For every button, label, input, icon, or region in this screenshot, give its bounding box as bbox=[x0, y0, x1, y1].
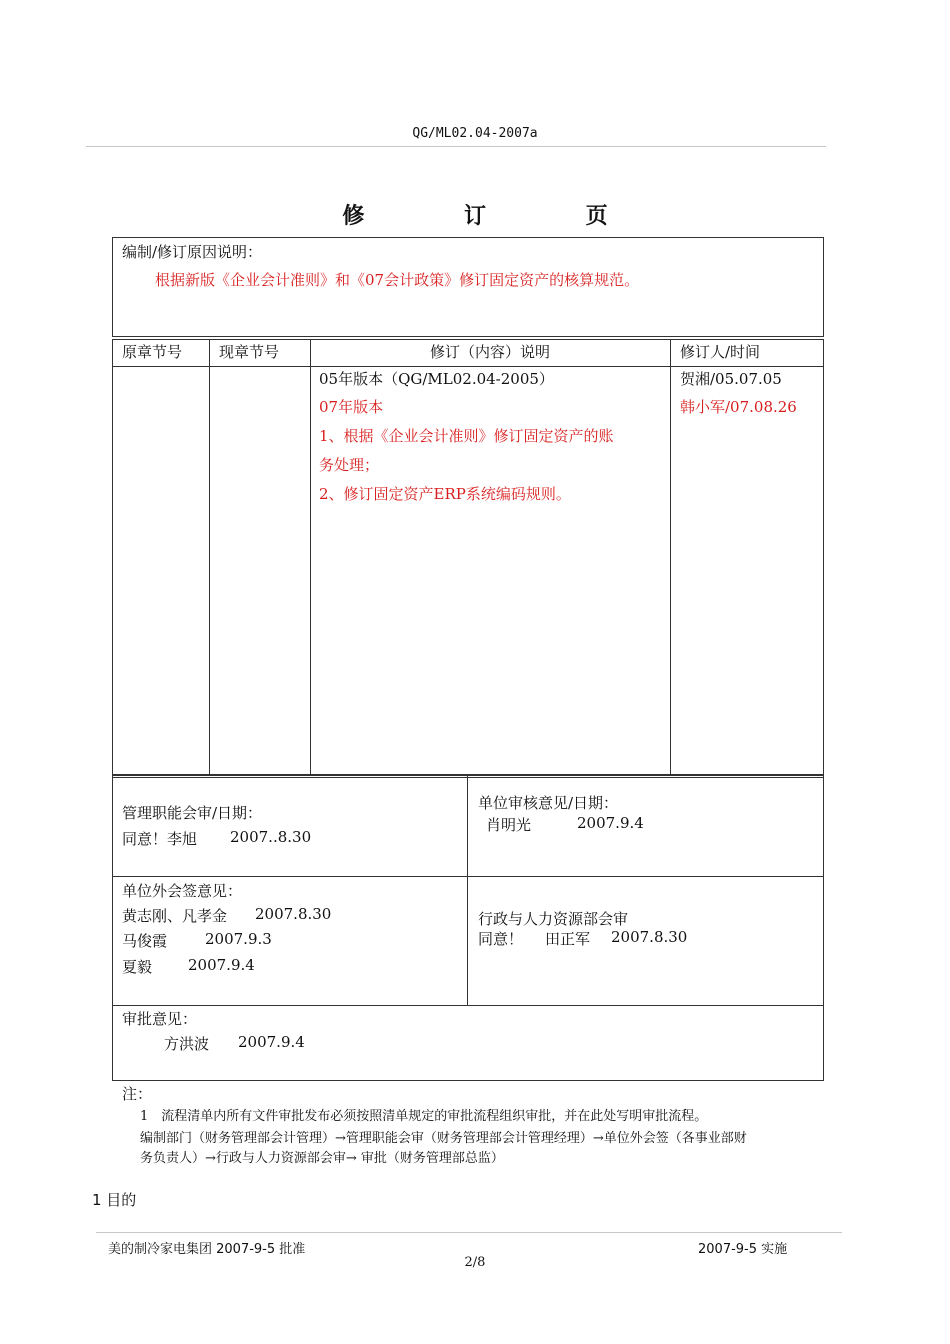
page-number: 2/8 bbox=[464, 1255, 486, 1270]
col-divider-3 bbox=[670, 339, 671, 775]
col-header-current: 现章节号 bbox=[219, 343, 280, 361]
outside-sign-name-1: 黄志刚、凡孝金 bbox=[122, 907, 228, 925]
footer-rule bbox=[96, 1232, 842, 1233]
page-title: 修 订 页 bbox=[342, 204, 654, 229]
approval-rule-2 bbox=[112, 876, 824, 877]
col-divider-2 bbox=[310, 339, 311, 775]
hr-review-label: 行政与人力资源部会审 bbox=[478, 910, 629, 928]
outside-sign-label: 单位外会签意见： bbox=[122, 882, 243, 900]
outside-sign-name-3: 夏毅 bbox=[122, 958, 153, 976]
section-heading: 1 目的 bbox=[92, 1191, 137, 1209]
content-line-4: 务处理； bbox=[319, 456, 380, 474]
outside-sign-date-2: 2007.9.3 bbox=[205, 930, 272, 948]
content-line-2: 07年版本 bbox=[319, 398, 384, 416]
col-header-reviser: 修订人/时间 bbox=[680, 343, 761, 361]
final-approval-label: 审批意见： bbox=[122, 1010, 198, 1028]
col-header-content: 修订（内容）说明 bbox=[429, 343, 550, 361]
unit-review-date: 2007.9.4 bbox=[577, 814, 644, 832]
mgmt-review-label: 管理职能会审/日期： bbox=[122, 804, 263, 822]
content-line-1: 05年版本（QG/ML02.04-2005） bbox=[319, 370, 554, 388]
footer-approved: 美的制冷家电集团 2007-9-5 批准 bbox=[108, 1242, 306, 1257]
unit-review-name: 肖明光 bbox=[486, 816, 532, 834]
notes-flow-line-1: 编制部门（财务管理部会计管理）→管理职能会审（财务管理部会计管理经理）→单位外会签（各事业部财 bbox=[140, 1131, 747, 1146]
reason-text: 根据新版《企业会计准则》和《07会计政策》修订固定资产的核算规范。 bbox=[155, 271, 640, 289]
col-divider-1 bbox=[209, 339, 210, 775]
content-line-5: 2、修订固定资产ERP系统编码规则。 bbox=[319, 485, 571, 503]
reviser-line-2: 韩小军/07.08.26 bbox=[680, 398, 797, 416]
footer-effective: 2007-9-5 实施 bbox=[698, 1242, 788, 1257]
document-code: QG/ML02.04-2007a bbox=[412, 126, 538, 141]
final-approval-date: 2007.9.4 bbox=[238, 1033, 305, 1051]
final-approval-name: 方洪波 bbox=[164, 1035, 210, 1053]
hr-review-agree: 同意！ bbox=[478, 930, 524, 948]
unit-review-label: 单位审核意见/日期： bbox=[478, 794, 619, 812]
hr-review-date: 2007.8.30 bbox=[611, 928, 688, 946]
notes-label: 注： bbox=[122, 1085, 153, 1103]
outside-sign-date-3: 2007.9.4 bbox=[188, 956, 255, 974]
notes-item-1: 1 流程清单内所有文件审批发布必须按照清单规定的审批流程组织审批，并在此处写明审批流程。 bbox=[140, 1109, 708, 1124]
hr-review-name: 田正军 bbox=[545, 930, 591, 948]
reviser-line-1: 贺湘/05.07.05 bbox=[680, 370, 782, 388]
content-line-3: 1、根据《企业会计准则》修订固定资产的账 bbox=[319, 427, 614, 445]
mgmt-review-date: 2007..8.30 bbox=[230, 828, 312, 846]
mgmt-review-agree: 同意！李旭 bbox=[122, 830, 198, 848]
col-header-original: 原章节号 bbox=[122, 343, 183, 361]
outside-sign-name-2: 马俊霞 bbox=[122, 932, 168, 950]
notes-flow-line-2: 务负责人）→行政与人力资源部会审→ 审批（财务管理部总监） bbox=[140, 1151, 504, 1166]
approval-divider bbox=[467, 775, 468, 1005]
reason-label: 编制/修订原因说明： bbox=[122, 243, 263, 261]
outside-sign-date-1: 2007.8.30 bbox=[255, 905, 332, 923]
table-top-rule bbox=[112, 336, 824, 337]
approval-rule-3 bbox=[112, 1005, 824, 1006]
approval-top-rule bbox=[112, 777, 824, 778]
header-rule bbox=[86, 146, 826, 147]
